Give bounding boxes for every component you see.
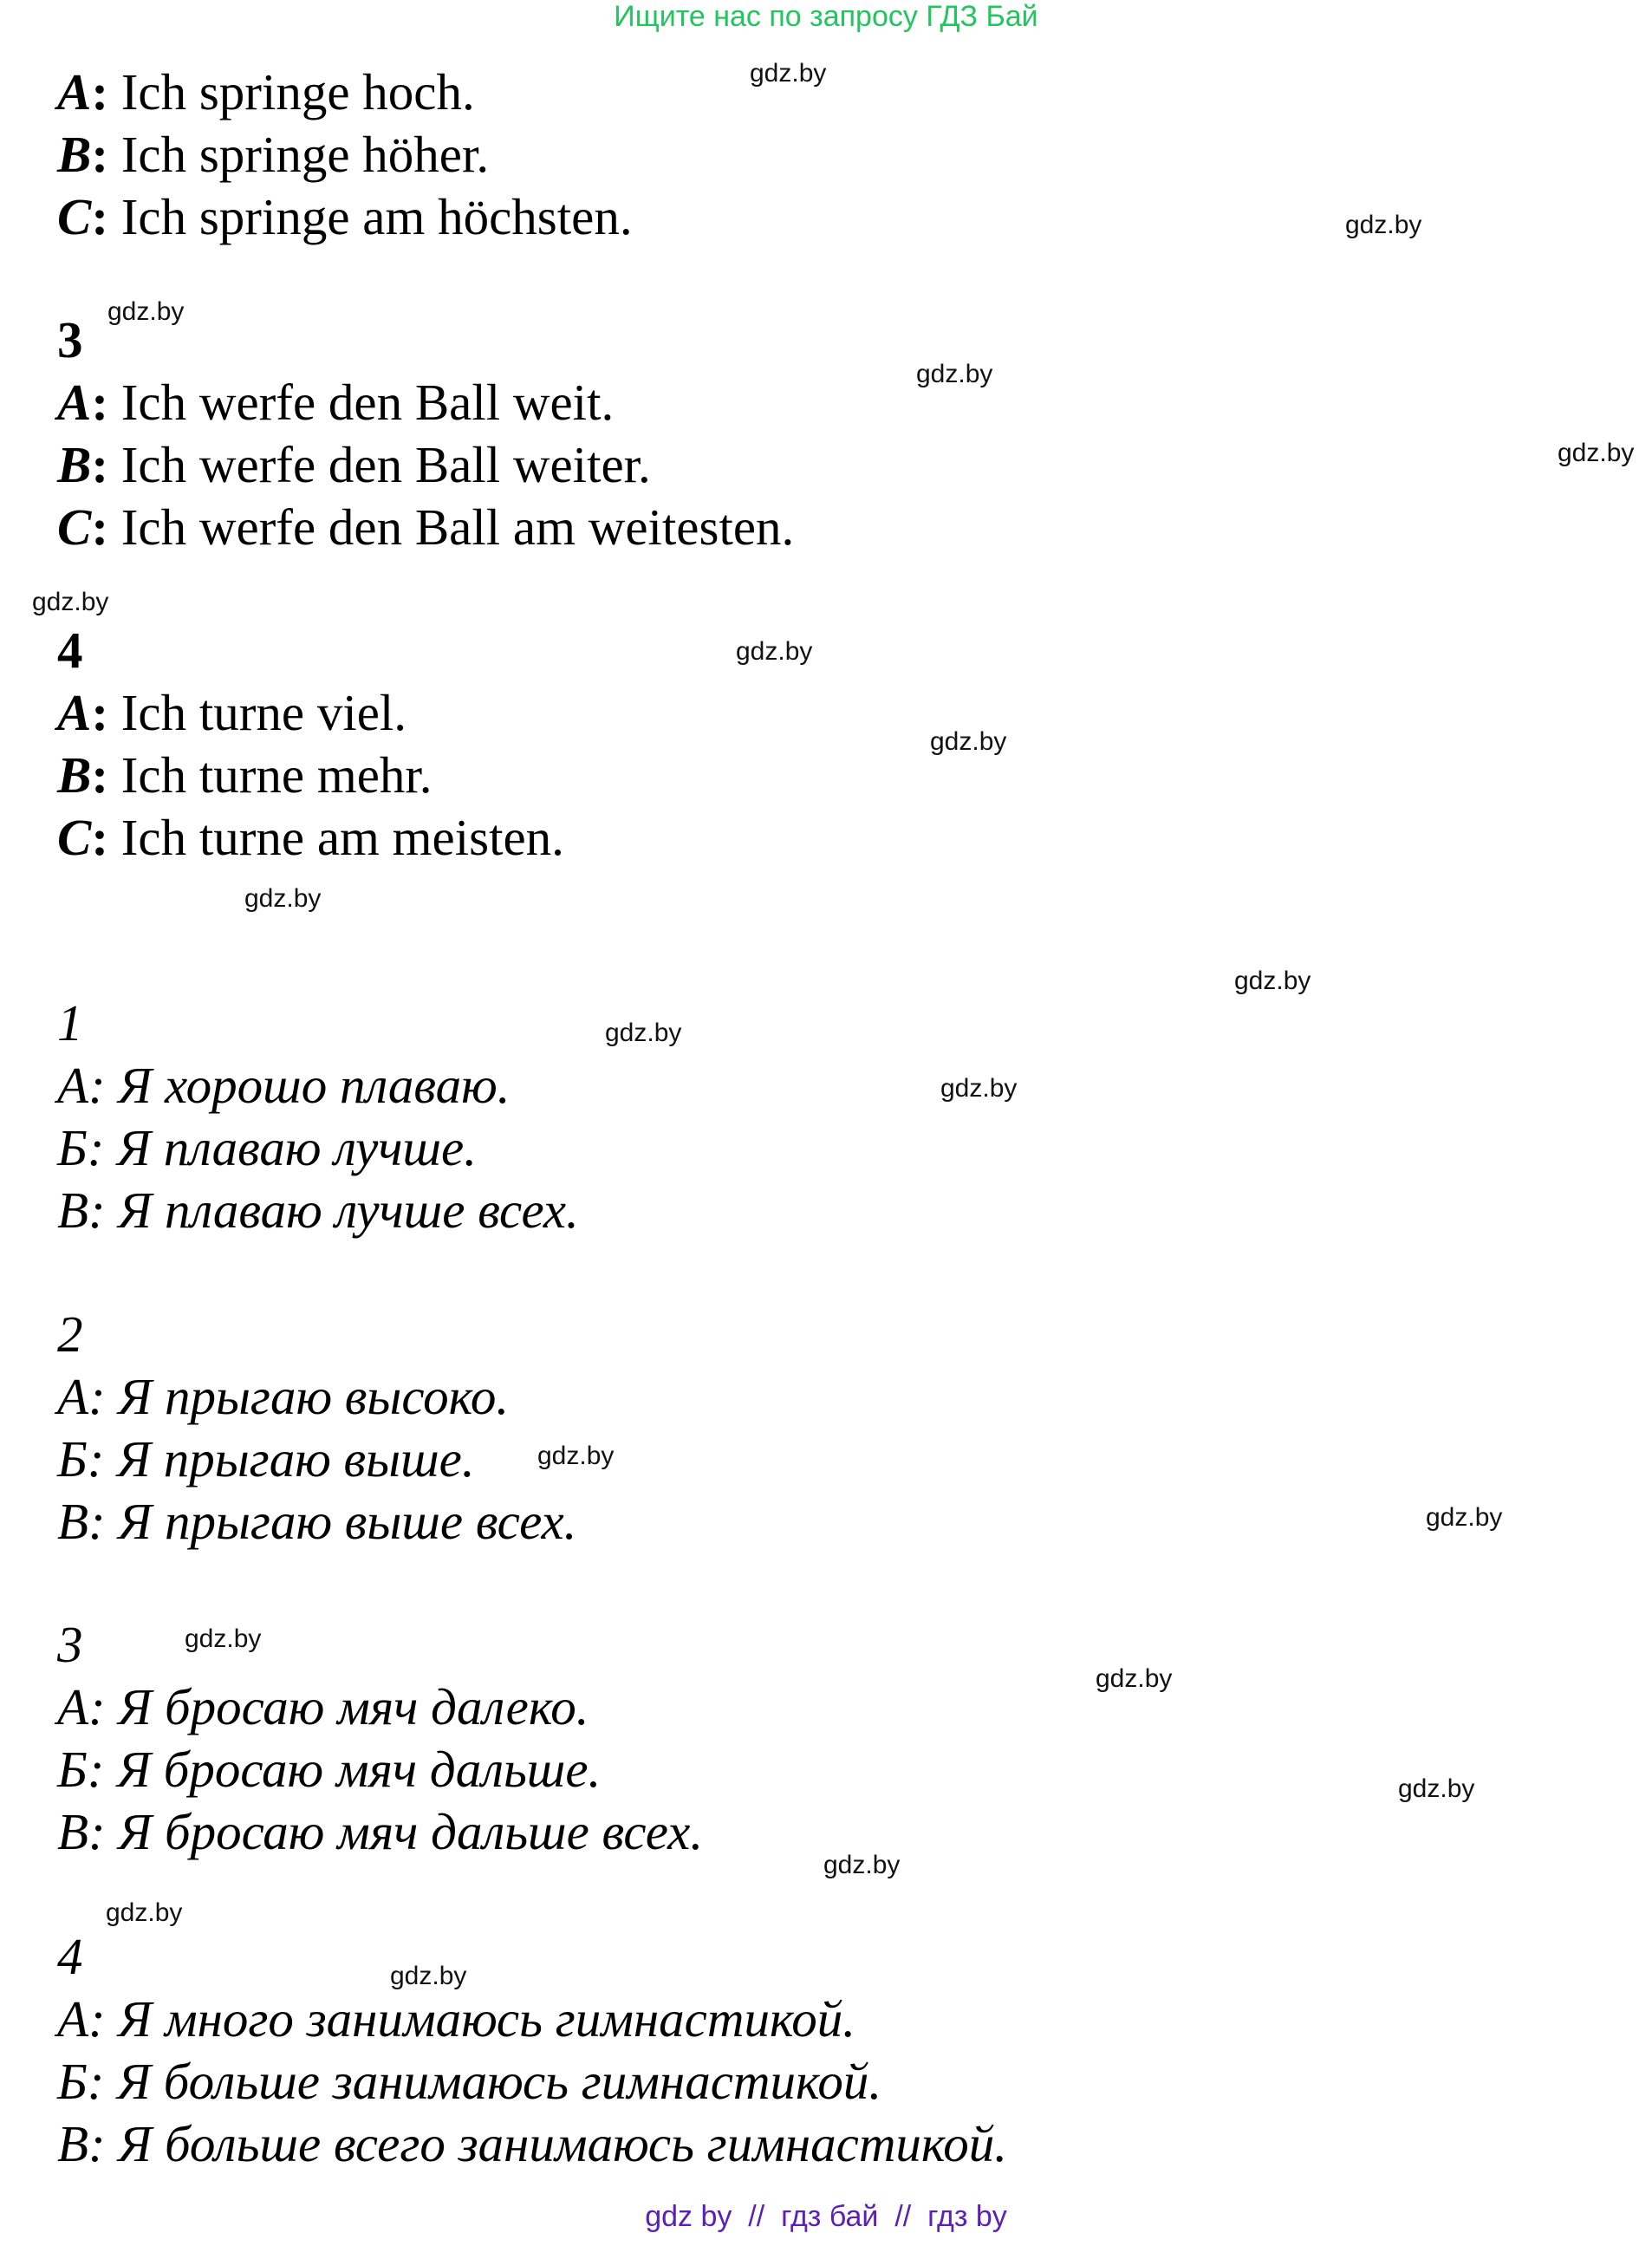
watermark: gdz.by [930, 727, 1007, 756]
line-letter: B [57, 746, 92, 804]
german-line: C: Ich turne am meisten. [57, 809, 564, 866]
item-number: 3 [57, 1616, 83, 1673]
line-text: Ich springe hoch. [108, 63, 475, 120]
footer-links[interactable]: gdz by // гдз бай // гдз by [645, 2200, 1007, 2233]
russian-line: Б: Я бросаю мяч дальше. [57, 1741, 602, 1798]
item-number: 3 [57, 311, 83, 368]
russian-line: В: Я плаваю лучше всех. [57, 1182, 579, 1239]
watermark: gdz.by [106, 1898, 183, 1927]
item-number: 2 [57, 1305, 83, 1363]
russian-line: Б: Я плаваю лучше. [57, 1119, 477, 1176]
russian-line: А: Я много занимаюсь гимнастикой. [57, 1990, 856, 2047]
russian-line: В: Я прыгаю выше всех. [57, 1493, 577, 1550]
watermark: gdz.by [107, 297, 185, 326]
russian-line: А: Я хорошо плаваю. [57, 1057, 511, 1114]
russian-line: А: Я прыгаю высоко. [57, 1368, 510, 1425]
line-letter: C [57, 809, 92, 866]
german-line: C: Ich springe am höchsten. [57, 188, 633, 245]
russian-line: Б: Я прыгаю выше. [57, 1430, 475, 1488]
item-number: 4 [57, 1928, 83, 1985]
watermark: gdz.by [1558, 439, 1635, 467]
german-line: B: Ich turne mehr. [57, 746, 433, 804]
watermark: gdz.by [1096, 1664, 1173, 1693]
line-text: Ich turne mehr. [108, 746, 433, 804]
line-letter: A [57, 684, 92, 741]
line-text: Ich turne am meisten. [108, 809, 564, 866]
russian-line: Б: Я больше занимаюсь гимнастикой. [57, 2053, 882, 2110]
line-text: Ich werfe den Ball weit. [108, 374, 615, 431]
watermark: gdz.by [244, 884, 322, 913]
watermark: gdz.by [736, 637, 813, 666]
line-letter: C [57, 498, 92, 556]
watermark: gdz.by [390, 1962, 467, 1990]
german-line: A: Ich turne viel. [57, 684, 407, 741]
watermark: gdz.by [1234, 967, 1311, 995]
german-line: A: Ich springe hoch. [57, 63, 475, 120]
watermark: gdz.by [916, 360, 993, 388]
watermark: gdz.by [1398, 1774, 1475, 1803]
line-text: Ich werfe den Ball am weitesten. [108, 498, 795, 556]
german-line: C: Ich werfe den Ball am weitesten. [57, 498, 795, 556]
search-banner[interactable]: Ищите нас по запросу ГДЗ Бай [614, 0, 1038, 33]
line-letter: C [57, 188, 92, 245]
line-letter: B [57, 436, 92, 493]
line-text: Ich werfe den Ball weiter. [108, 436, 651, 493]
line-letter: A [57, 63, 92, 120]
russian-line: А: Я бросаю мяч далеко. [57, 1678, 589, 1735]
watermark: gdz.by [750, 59, 827, 88]
russian-line: В: Я больше всего занимаюсь гимнастикой. [57, 2115, 1008, 2172]
watermark: gdz.by [185, 1624, 262, 1653]
line-letter: B [57, 126, 92, 183]
watermark: gdz.by [1345, 211, 1422, 239]
german-line: B: Ich springe höher. [57, 126, 490, 183]
german-line: B: Ich werfe den Ball weiter. [57, 436, 651, 493]
item-number: 4 [57, 622, 83, 679]
line-text: Ich springe höher. [108, 126, 490, 183]
watermark: gdz.by [823, 1851, 901, 1879]
watermark: gdz.by [940, 1074, 1018, 1103]
watermark: gdz.by [1426, 1503, 1503, 1532]
item-number: 1 [57, 994, 83, 1051]
line-letter: A [57, 374, 92, 431]
german-line: A: Ich werfe den Ball weit. [57, 374, 615, 431]
watermark: gdz.by [537, 1442, 615, 1470]
watermark: gdz.by [32, 588, 109, 616]
line-text: Ich springe am höchsten. [108, 188, 633, 245]
russian-line: В: Я бросаю мяч дальше всех. [57, 1803, 704, 1860]
watermark: gdz.by [605, 1019, 682, 1047]
line-text: Ich turne viel. [108, 684, 407, 741]
